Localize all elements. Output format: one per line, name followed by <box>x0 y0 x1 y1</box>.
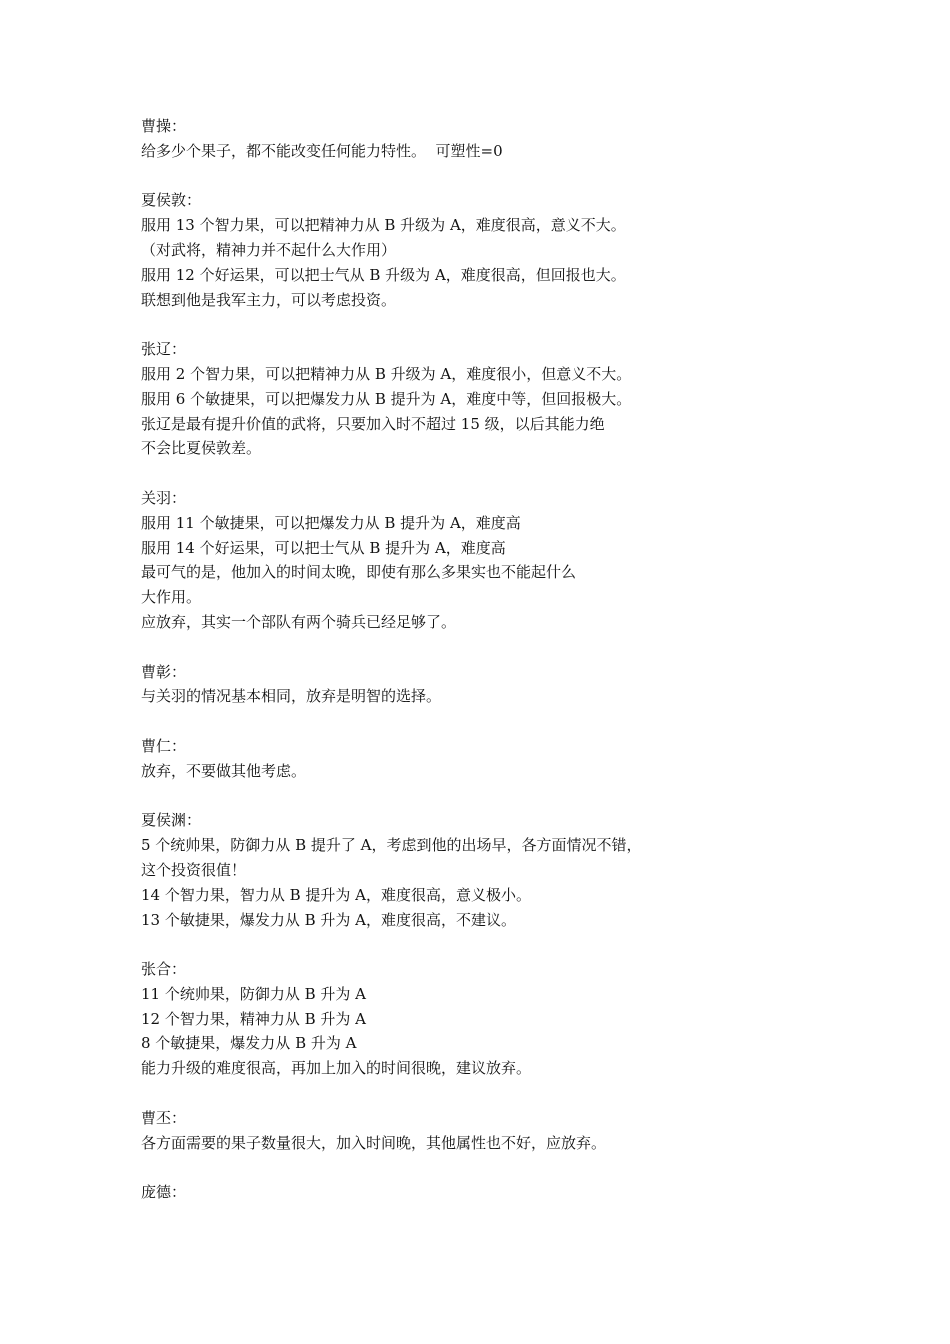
paragraph-line: 12 个智力果，精神力从 B 升为 A <box>141 1009 367 1028</box>
blank-line <box>141 461 861 486</box>
paragraph-line: 联想到他是我军主力，可以考虑投资。 <box>141 290 397 309</box>
paragraph-line: 5 个统帅果，防御力从 B 提升了 A，考虑到他的出场早，各方面情况不错， <box>141 836 642 855</box>
section-heading: 曹彰： <box>141 662 187 681</box>
section-heading: 曹操： <box>141 117 187 135</box>
blank-line <box>141 1155 861 1180</box>
blank-line <box>141 709 861 734</box>
paragraph-line: 服用 11 个敏捷果，可以把爆发力从 B 提升为 A，难度高 <box>141 513 521 532</box>
paragraph-line: 放弃，不要做其他考虑。 <box>141 761 307 780</box>
paragraph-line: 11 个统帅果，防御力从 B 升为 A <box>141 984 367 1003</box>
section-heading: 张辽： <box>141 340 187 359</box>
section-heading: 关羽： <box>141 488 187 507</box>
section-heading: 庞德： <box>141 1183 187 1202</box>
paragraph-line: 给多少个果子，都不能改变任何能力特性。 可塑性=0 <box>141 141 503 160</box>
paragraph-line: 与关羽的情况基本相同，放弃是明智的选择。 <box>141 687 442 706</box>
paragraph-line: 这个投资很值！ <box>141 860 247 879</box>
blank-line <box>141 784 861 809</box>
blank-line <box>141 164 861 189</box>
paragraph-line: 不会比夏侯敦差。 <box>141 439 262 458</box>
section-pang-de <box>141 1180 861 1205</box>
section-heading: 夏侯敦： <box>141 191 202 210</box>
section-heading: 夏侯渊： <box>141 811 202 830</box>
paragraph-line: 张辽是最有提升价值的武将，只要加入时不超过 15 级，以后其能力绝 <box>141 414 605 433</box>
section-cao-pi <box>141 1106 861 1156</box>
blank-line <box>141 932 861 957</box>
section-heading: 曹丕： <box>141 1108 187 1127</box>
paragraph-line: 14 个智力果，智力从 B 提升为 A，难度很高，意义极小。 <box>141 885 532 904</box>
section-xiahou-yuan <box>141 808 861 932</box>
blank-line <box>141 635 861 660</box>
document-body <box>141 114 861 1205</box>
paragraph-line: 服用 6 个敏捷果，可以把爆发力从 B 提升为 A，难度中等，但回报极大。 <box>141 389 632 408</box>
blank-line <box>141 312 861 337</box>
paragraph-line: 服用 12 个好运果，可以把士气从 B 升级为 A，难度很高，但回报也大。 <box>141 265 626 284</box>
section-heading: 曹仁： <box>141 736 187 755</box>
section-heading: 张合： <box>141 960 187 979</box>
section-zhang-he <box>141 957 861 1081</box>
blank-line <box>141 1081 861 1106</box>
paragraph-line: 大作用。 <box>141 588 202 607</box>
section-cao-cao <box>141 114 861 164</box>
paragraph-line: 8 个敏捷果，爆发力从 B 升为 A <box>141 1034 357 1053</box>
paragraph-line: （对武将，精神力并不起什么大作用） <box>141 240 397 259</box>
paragraph-line: 服用 14 个好运果，可以把士气从 B 提升为 A，难度高 <box>141 538 506 557</box>
paragraph-line: 服用 2 个智力果，可以把精神力从 B 升级为 A，难度很小，但意义不大。 <box>141 364 632 383</box>
paragraph-line: 最可气的是，他加入的时间太晚，即使有那么多果实也不能起什么 <box>141 563 577 582</box>
paragraph-line: 服用 13 个智力果，可以把精神力从 B 升级为 A，难度很高，意义不大。 <box>141 216 626 235</box>
section-cao-zhang <box>141 660 861 710</box>
paragraph-line: 各方面需要的果子数量很大，加入时间晚，其他属性也不好，应放弃。 <box>141 1133 607 1152</box>
paragraph-line: 13 个敏捷果，爆发力从 B 升为 A，难度很高，不建议。 <box>141 910 517 929</box>
paragraph-line: 能力升级的难度很高，再加上加入的时间很晚，建议放弃。 <box>141 1059 532 1078</box>
section-guan-yu <box>141 486 861 635</box>
paragraph-line: 应放弃，其实一个部队有两个骑兵已经足够了。 <box>141 612 457 631</box>
section-xiahou-dun <box>141 188 861 312</box>
section-cao-ren <box>141 734 861 784</box>
section-zhang-liao <box>141 337 861 461</box>
